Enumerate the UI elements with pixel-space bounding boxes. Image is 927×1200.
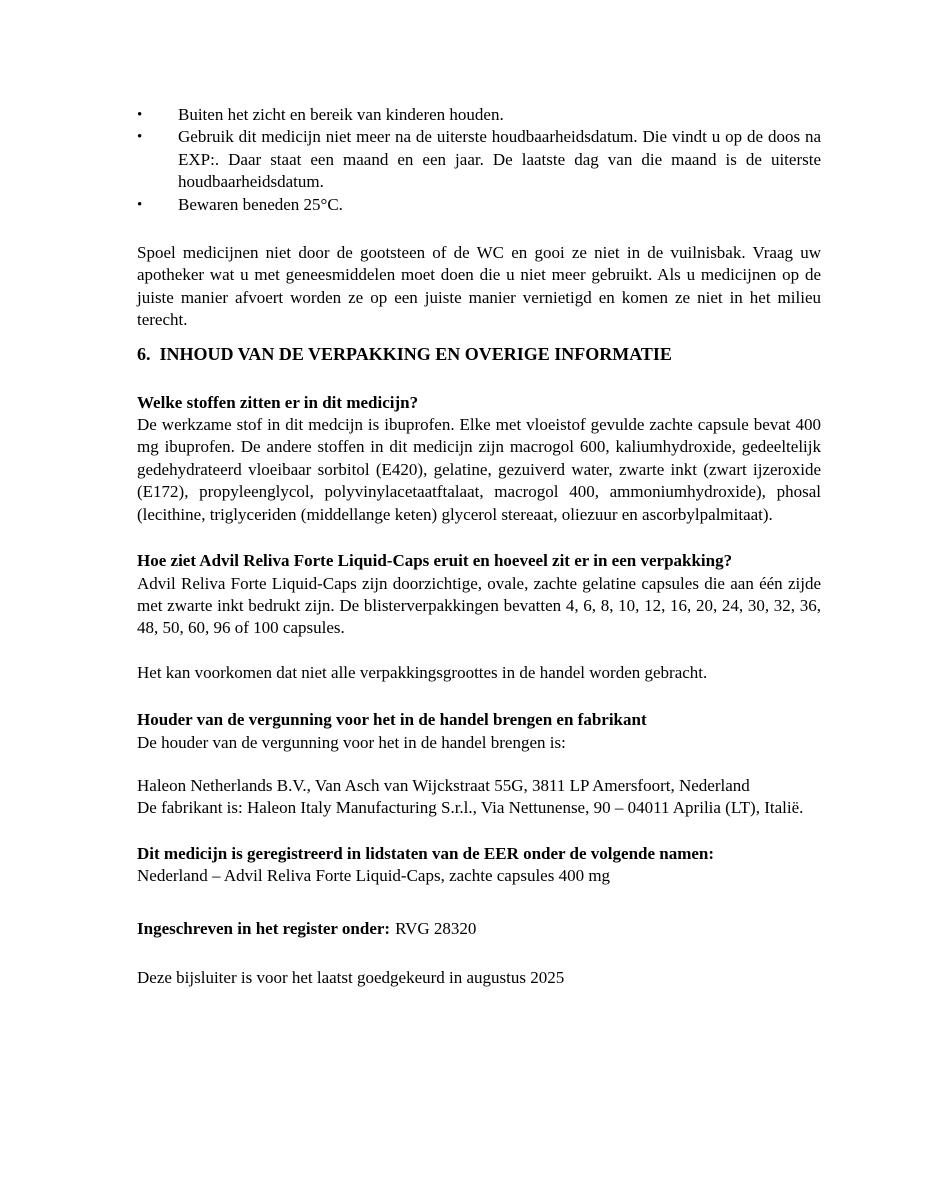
list-item [137,194,821,216]
ingredients-paragraph: De werkzame stof in dit medcijn is ibuprofen. Elke met vloeistof gevulde zachte capsule bevat 400 mg ibuprofen. De andere stoffen in dit medicijn zijn macrogol 600, kaliumhydroxide, gedeeltelijk gedehydrateerd vloeibaar sorbitol (E420), gelatine, gezuiverd water, zwarte inkt (zwart ijzeroxide (E172), propyleenglycol, polyvinylacetaatftalaat, macrogol 400, ammoniumhydroxide), phosal (lecithine, triglyceriden (middellange keten) glycerol stereaat, oliezuur en ascorbylpalmitaat). [137,415,821,524]
approval-line: Deze bijsluiter is voor het laatst goedgekeurd in augustus 2025 [137,967,565,987]
bullet-text: Bewaren beneden 25°C. [178,194,343,214]
appearance-paragraph: Advil Reliva Forte Liquid-Caps zijn doorzichtige, ovale, zachte gelatine capsules die aan één zijde met zwarte inkt bedrukt zijn. De blisterverpakkingen bevatten 4, 6, 8, 10, 12, 16, 20, 24, 30, 32, 36, 48, 50, 60, 96 of 100 capsules. [137,573,821,638]
registration-names-heading: Dit medicijn is geregistreerd in lidstaten van de EER onder de volgende namen: [137,843,715,863]
bullet-text: Gebruik dit medicijn niet meer na de uiterste houdbaarheidsdatum. Die vindt u op de doos na EXP:. Daar staat een maand en een jaar. De laatste dag van die maand is de uiterste houdbaarheidsdatum. [178,127,821,192]
bullet-icon: • [137,107,143,123]
manufacturer-line: De fabrikant is: Haleon Italy Manufacturing S.r.l., Via Nettunense, 90 – 04011 Aprilia (LT), Italië. [137,798,804,818]
registration-entry: Nederland – Advil Reliva Forte Liquid-Caps, zachte capsules 400 mg [137,866,611,886]
pack-sizes-note: Het kan voorkomen dat niet alle verpakkingsgroottes in de handel worden gebracht. [137,662,708,682]
register-label: Ingeschreven in het register onder: [137,918,391,938]
register-value: RVG 28320 [395,918,477,938]
ingredients-heading: Welke stoffen zitten er in dit medicijn? [137,392,419,412]
list-item [137,126,821,193]
bullet-icon: • [137,196,143,213]
section-number: 6. [137,343,151,364]
bullet-icon: • [137,129,143,146]
authorisation-heading: Houder van de vergunning voor het in de handel brengen en fabrikant [137,710,647,730]
section-title: INHOUD VAN DE VERPAKKING EN OVERIGE INFORMATIE [159,343,672,364]
authorisation-intro: De houder van de vergunning voor het in de handel brengen is: [137,732,566,752]
bullet-text: Buiten het zicht en bereik van kinderen houden. [178,105,504,124]
register-line [137,918,821,940]
authorisation-holder-line: Haleon Netherlands B.V., Van Asch van Wijckstraat 55G, 3811 LP Amersfoort, Nederland [137,775,750,795]
list-item [137,104,821,126]
page-content [137,0,821,989]
section-6-heading [137,343,821,366]
disposal-paragraph: Spoel medicijnen niet door de gootsteen of de WC en gooi ze niet in de vuilnisbak. Vraag uw apotheker wat u met geneesmiddelen moet doen die u niet meer gebruikt. Als u medicijnen op de juiste manier afvoert worden ze op een juiste manier vernietigd en komen ze niet in het milieu terecht. [137,243,821,330]
storage-bullet-list [137,104,821,216]
appearance-heading: Hoe ziet Advil Reliva Forte Liquid-Caps eruit en hoeveel zit er in een verpakking? [137,551,733,571]
